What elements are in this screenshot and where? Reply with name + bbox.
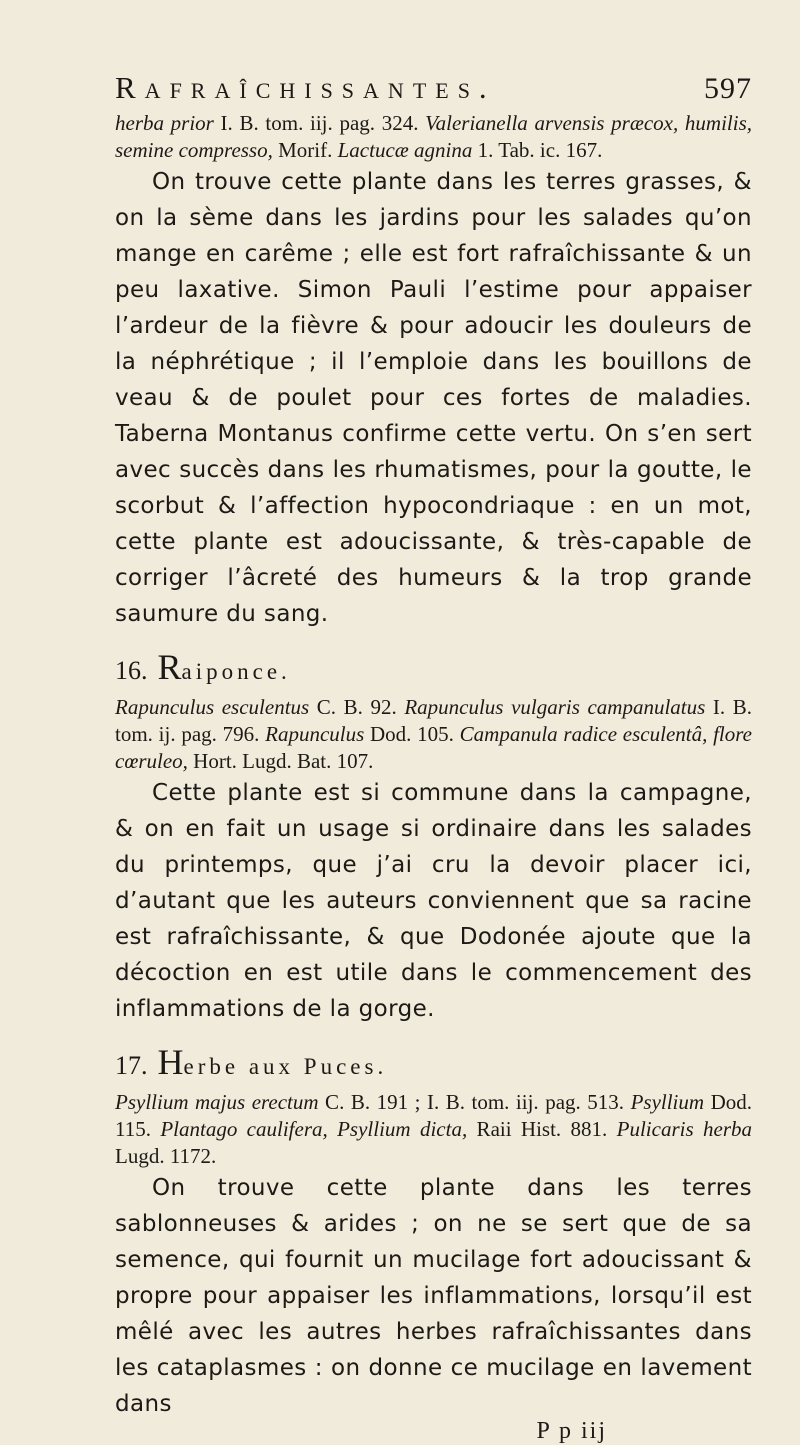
section-paragraph: Cette plante est si commune dans la campagne, & on en fait un usage si ordinaire dans les salades du printemps, que j’ai cru la devoir placer ici, d’autant que les auteurs conviennent que sa racine est rafraîchissante, & que Dodonée ajoute que la décoction en est utile dans le commencement des inflammations de la gorge. — [115, 780, 752, 1022]
synonym-segment: C. B. 191 ; I. B. tom. iij. pag. 513. — [318, 1090, 631, 1114]
synonym-segment: Morif. — [272, 138, 338, 162]
synonym-segment: Rapunculus — [265, 722, 365, 746]
intro-paragraph: On trouve cette plante dans les terres grasses, & on la sème dans les jardins pour les salades qu’on mange en carême ; elle est fort rafraîchissante & un peu laxative. Simon Pauli l’estime pour appaiser l’ardeur de la fièvre & pour adoucir les douleurs de la néphrétique ; il l’emploie dans les bouillons de veau & de poulet pour ces fortes de maladies. Taberna Montanus confirme cette vertu. On s’en sert avec succès dans les rhumatismes, pour la goutte, le scorbut & l’affection hypocondriaque : en un mot, cette plante est adoucissante, & très-capable de corriger l’âcreté des humeurs & la trop grande saumure du sang. — [115, 169, 752, 627]
section-title-initial: H — [157, 1042, 184, 1082]
synonym-segment: C. B. 92. — [309, 695, 405, 719]
section-synonyms — [115, 1089, 752, 1170]
page-header — [115, 70, 752, 106]
synonym-segment: Valerianella arvensis præcox, humilis, semine compresso, — [115, 111, 752, 162]
synonym-segment: 1. Tab. ic. 167. — [472, 138, 603, 162]
synonym-segment: Psyllium — [630, 1090, 705, 1114]
synonym-segment: herba prior — [115, 111, 214, 135]
synonym-segment: Plantago caulifera, Psyllium dicta, — [160, 1117, 468, 1141]
section-heading-herbe-aux-puces — [115, 1041, 752, 1083]
page-number: 597 — [704, 72, 752, 105]
synonym-segment: Rapunculus esculentus — [115, 695, 310, 719]
section-heading-raiponce — [115, 646, 752, 688]
signature-mark: P p iij — [536, 1418, 607, 1444]
synonym-segment: Dod. 115. — [115, 1090, 752, 1141]
synonym-segment: Lactucæ agnina — [337, 138, 473, 162]
section-paragraph: On trouve cette plante dans les terres sablonneuses & arides ; on ne se sert que de sa semence, qui fournit un mucilage fort adoucissant & propre pour appaiser les inflammations, lorsqu’il est mêlé avec les autres herbes rafraîchissantes dans les cataplasmes : on donne ce mucilage en lavement dans — [115, 1175, 752, 1417]
synonym-segment: Dod. 105. — [364, 722, 460, 746]
section-title-initial: R — [157, 647, 182, 687]
intro-synonyms — [115, 110, 752, 164]
synonym-segment: Rapunculus vulgaris campanulatus — [404, 695, 706, 719]
section-number: 16. — [115, 656, 148, 685]
synonym-segment: Hort. Lugd. Bat. 107. — [187, 749, 374, 773]
synonym-segment: Raii Hist. 881. — [467, 1117, 617, 1141]
synonym-segment: I. B. tom. ij. pag. 796. — [115, 695, 752, 746]
synonym-segment: Pulicaris herba — [616, 1117, 752, 1141]
section-number: 17. — [115, 1051, 148, 1080]
synonym-segment: Campanula radice esculentâ, flore cœruleo, — [115, 722, 752, 773]
section-synonyms — [115, 694, 752, 775]
running-title: Rafraîchissantes. — [115, 70, 496, 105]
synonym-segment: I. B. tom. iij. pag. 324. — [213, 111, 426, 135]
synonym-segment: Lugd. 1172. — [115, 1144, 217, 1168]
section-title-rest: aiponce. — [181, 659, 291, 684]
synonym-segment: Psyllium majus erectum — [115, 1090, 319, 1114]
section-title-rest: erbe aux Puces. — [183, 1054, 388, 1079]
